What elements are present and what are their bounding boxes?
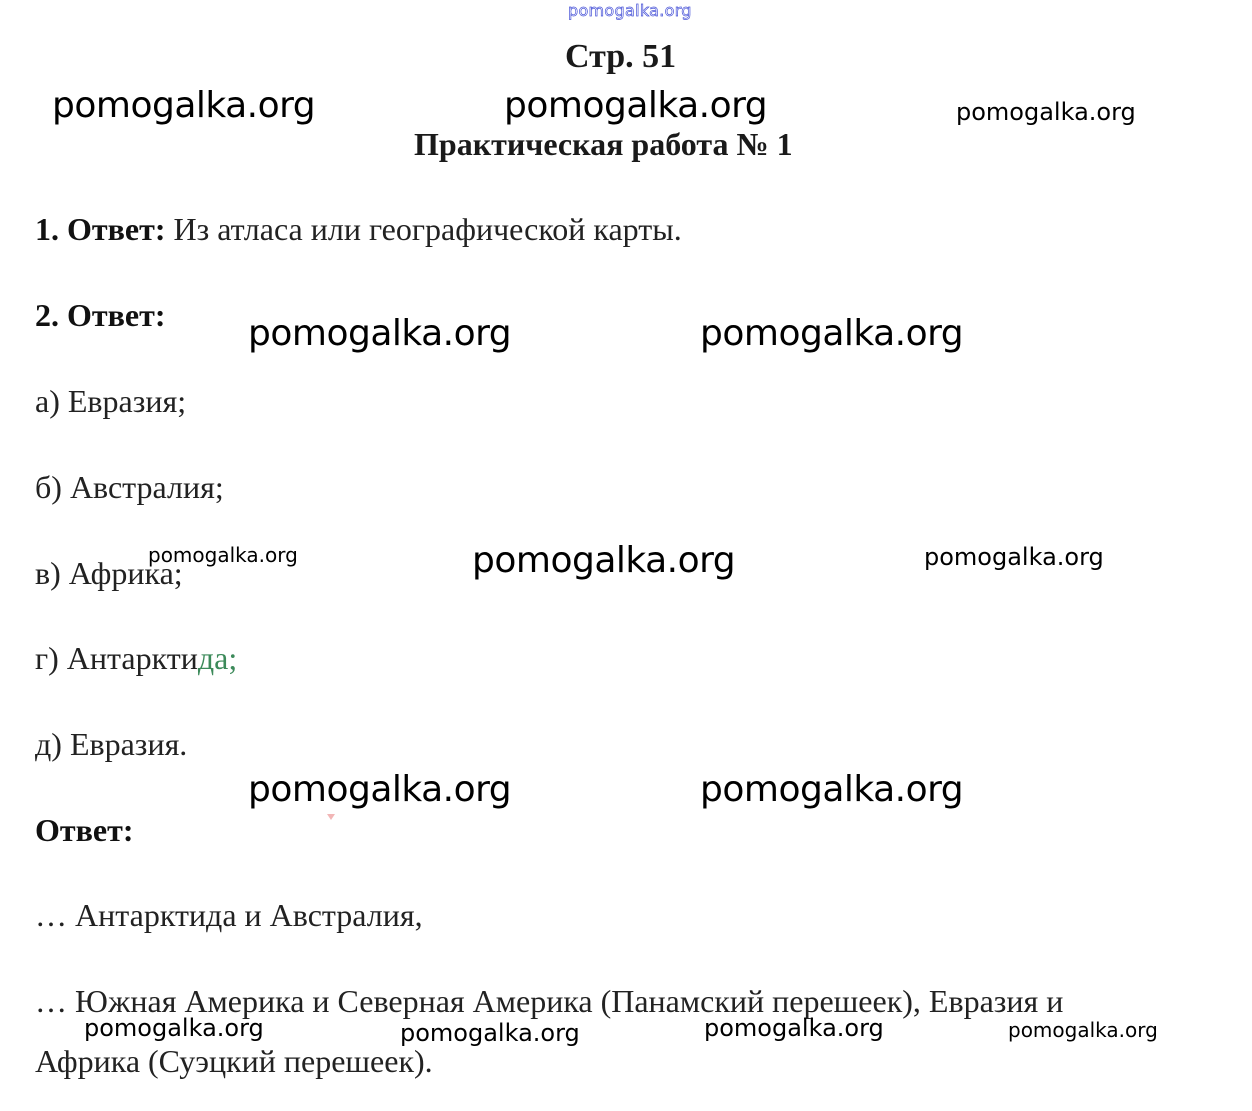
answer-3-line-3: Африка (Суэцкий перешеек).: [35, 1043, 433, 1079]
answer-3-label-text: Ответ:: [35, 812, 134, 848]
watermark: pomogalka.org: [700, 313, 964, 354]
watermark: pomogalka.org: [956, 98, 1136, 126]
page-title: Практическая работа № 1: [414, 126, 793, 162]
watermark: pomogalka.org: [704, 1014, 884, 1042]
page-number: Стр. 51: [565, 38, 677, 75]
answer-1: [35, 211, 682, 248]
answer-2-label: [35, 297, 165, 334]
watermark-top: pomogalka.org: [568, 1, 692, 20]
watermark: pomogalka.org: [400, 1019, 580, 1047]
watermark: pomogalka.org: [700, 769, 964, 810]
answer-3-label: [35, 812, 133, 849]
watermark: pomogalka.org: [472, 540, 736, 581]
list-item-g: [35, 640, 237, 677]
watermark: pomogalka.org: [248, 769, 512, 810]
answer-1-label: 1. Ответ:: [35, 211, 166, 247]
answer-1-text: Из атласа или географической карты.: [173, 211, 682, 247]
list-item-g-prefix: г) Антаркти: [35, 640, 198, 676]
watermark: pomogalka.org: [504, 85, 768, 126]
watermark: pomogalka.org: [52, 85, 316, 126]
list-item-g-suffix: да;: [197, 640, 238, 676]
watermark: pomogalka.org: [924, 543, 1104, 571]
list-item-a: а) Евразия;: [35, 383, 187, 419]
pink-mark: [327, 814, 335, 820]
watermark: pomogalka.org: [84, 1014, 264, 1042]
watermark: pomogalka.org: [148, 543, 298, 567]
answer-2-label-text: 2. Ответ:: [35, 297, 166, 333]
list-item-v: в) Африка;: [35, 555, 183, 591]
answer-3-line-1: … Антарктида и Австралия,: [35, 897, 423, 933]
answer-3-line-2: … Южная Америка и Северная Америка (Панамский перешеек), Евразия и: [35, 983, 1064, 1019]
watermark: pomogalka.org: [248, 313, 512, 354]
list-item-d: д) Евразия.: [35, 726, 188, 762]
list-item-b: б) Австралия;: [35, 469, 224, 505]
watermark: pomogalka.org: [1008, 1018, 1158, 1042]
